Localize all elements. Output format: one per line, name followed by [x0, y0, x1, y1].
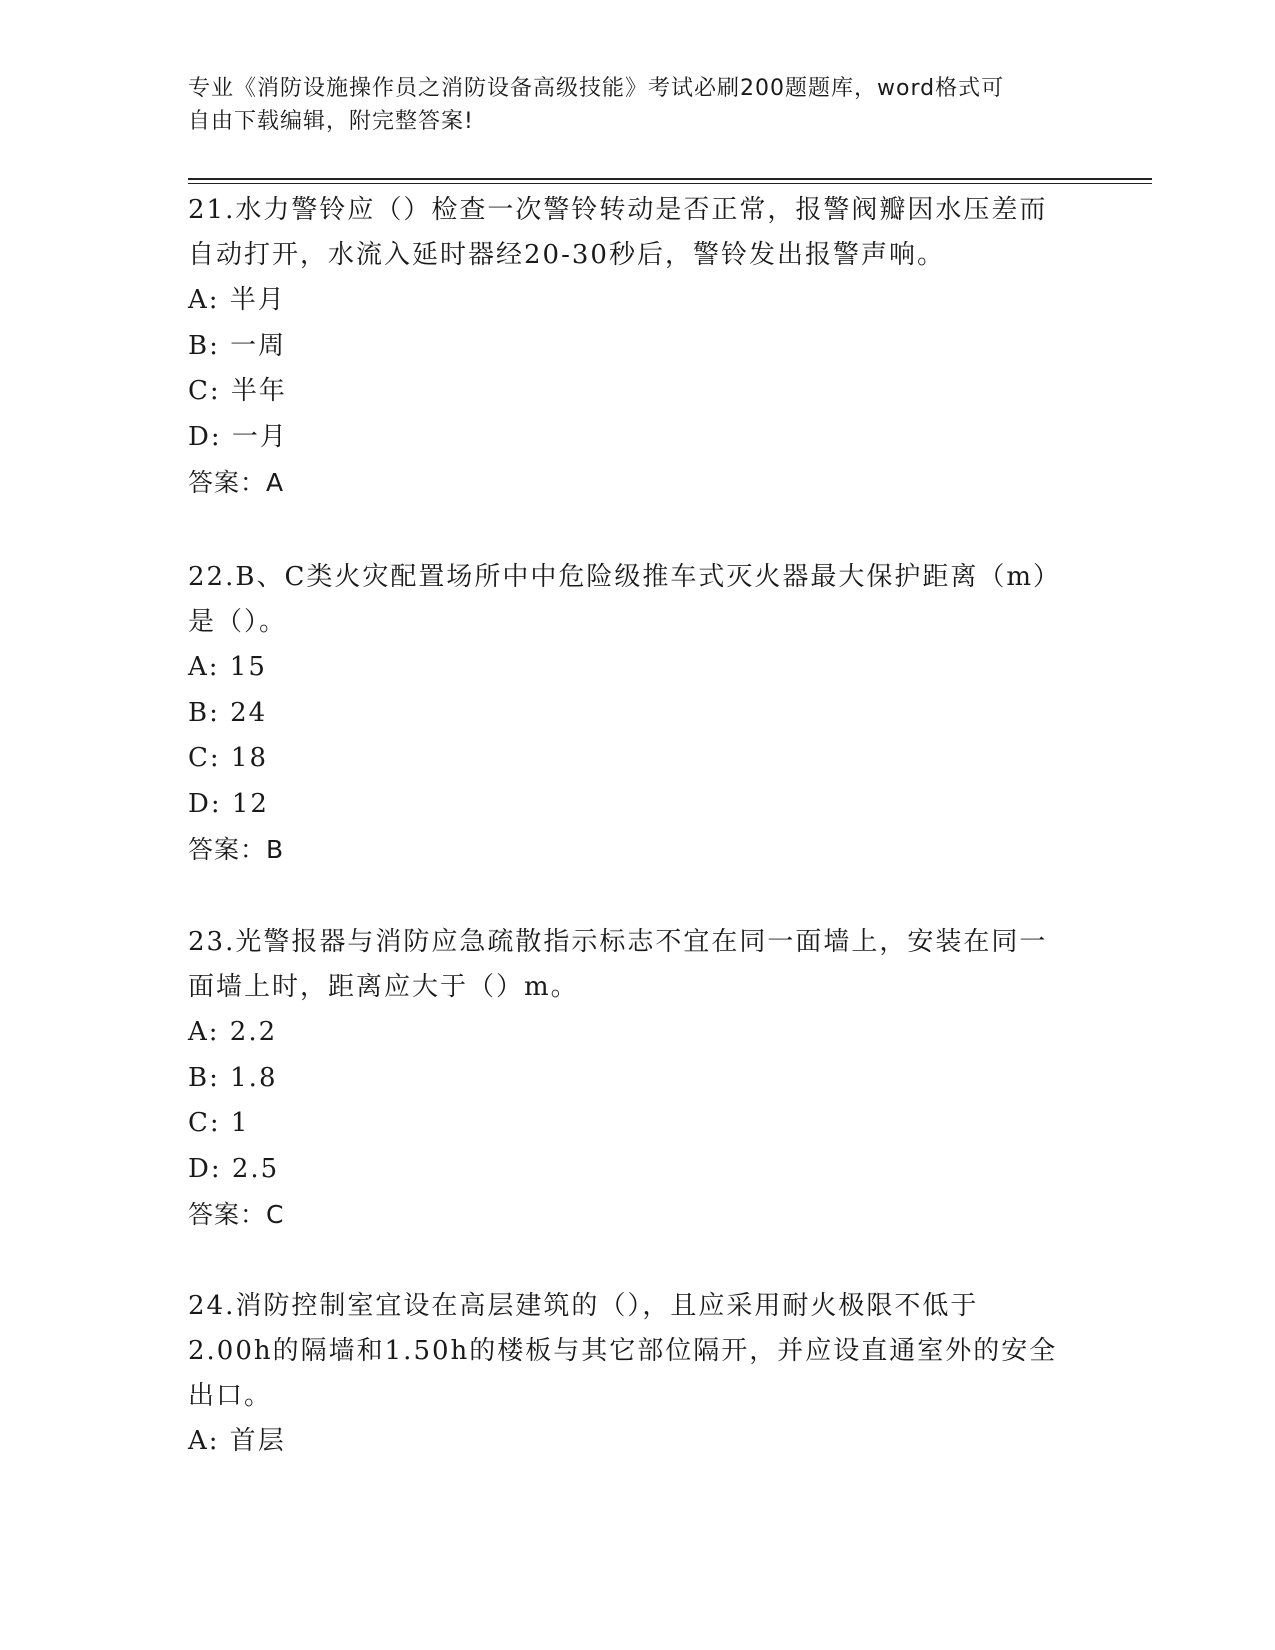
header-line-1: 专业《消防设施操作员之消防设备高级技能》考试必刷200题题库，word格式可 [188, 76, 1005, 101]
document-header [188, 72, 1068, 138]
option-a: A: 半月 [188, 285, 286, 315]
question-23 [188, 920, 1088, 1238]
question-stem-line: 23.光警报器与消防应急疏散指示标志不宜在同一面墙上，安装在同一 [188, 927, 1048, 957]
question-stem-line: 24.消防控制室宜设在高层建筑的（），且应采用耐火极限不低于 [188, 1291, 979, 1321]
answer-line: 答案：B [188, 835, 285, 864]
question-stem-line: 出口。 [188, 1381, 273, 1411]
option-b: B: 24 [188, 697, 268, 728]
question-22 [188, 555, 1088, 873]
option-a: A: 2.2 [188, 1017, 278, 1047]
question-stem-line: 2.00h的隔墙和1.50h的楼板与其它部位隔开，并应设直通室外的安全 [188, 1336, 1058, 1366]
option-c: C: 半年 [188, 376, 287, 406]
question-stem-line: 21.水力警铃应（）检查一次警铃转动是否正常，报警阀瓣因水压差而 [188, 195, 1048, 225]
header-divider-thin [188, 183, 1152, 184]
option-a: A: 15 [188, 652, 267, 682]
question-stem-line: 是（）。 [188, 607, 288, 637]
option-c: C: 1 [188, 1108, 250, 1138]
question-stem-line: 自动打开，水流入延时器经20-30秒后，警铃发出报警声响。 [188, 240, 945, 270]
question-stem-line: 22.B、C类火灾配置场所中中危险级推车式灭火器最大保护距离（m） [188, 562, 1062, 592]
option-a: A: 首层 [188, 1426, 286, 1456]
option-d: D: 一月 [188, 421, 288, 452]
question-24 [188, 1284, 1088, 1465]
option-b: B: 一周 [188, 330, 287, 361]
question-21 [188, 188, 1088, 506]
option-d: D: 2.5 [188, 1153, 280, 1184]
option-b: B: 1.8 [188, 1062, 278, 1093]
header-divider-thick [188, 178, 1152, 180]
header-line-2: 自由下载编辑，附完整答案! [188, 109, 474, 134]
option-c: C: 18 [188, 743, 269, 773]
option-d: D: 12 [188, 788, 269, 819]
question-stem-line: 面墙上时，距离应大于（）m。 [188, 972, 579, 1002]
answer-line: 答案：C [188, 1200, 285, 1229]
answer-line: 答案：A [188, 468, 285, 497]
